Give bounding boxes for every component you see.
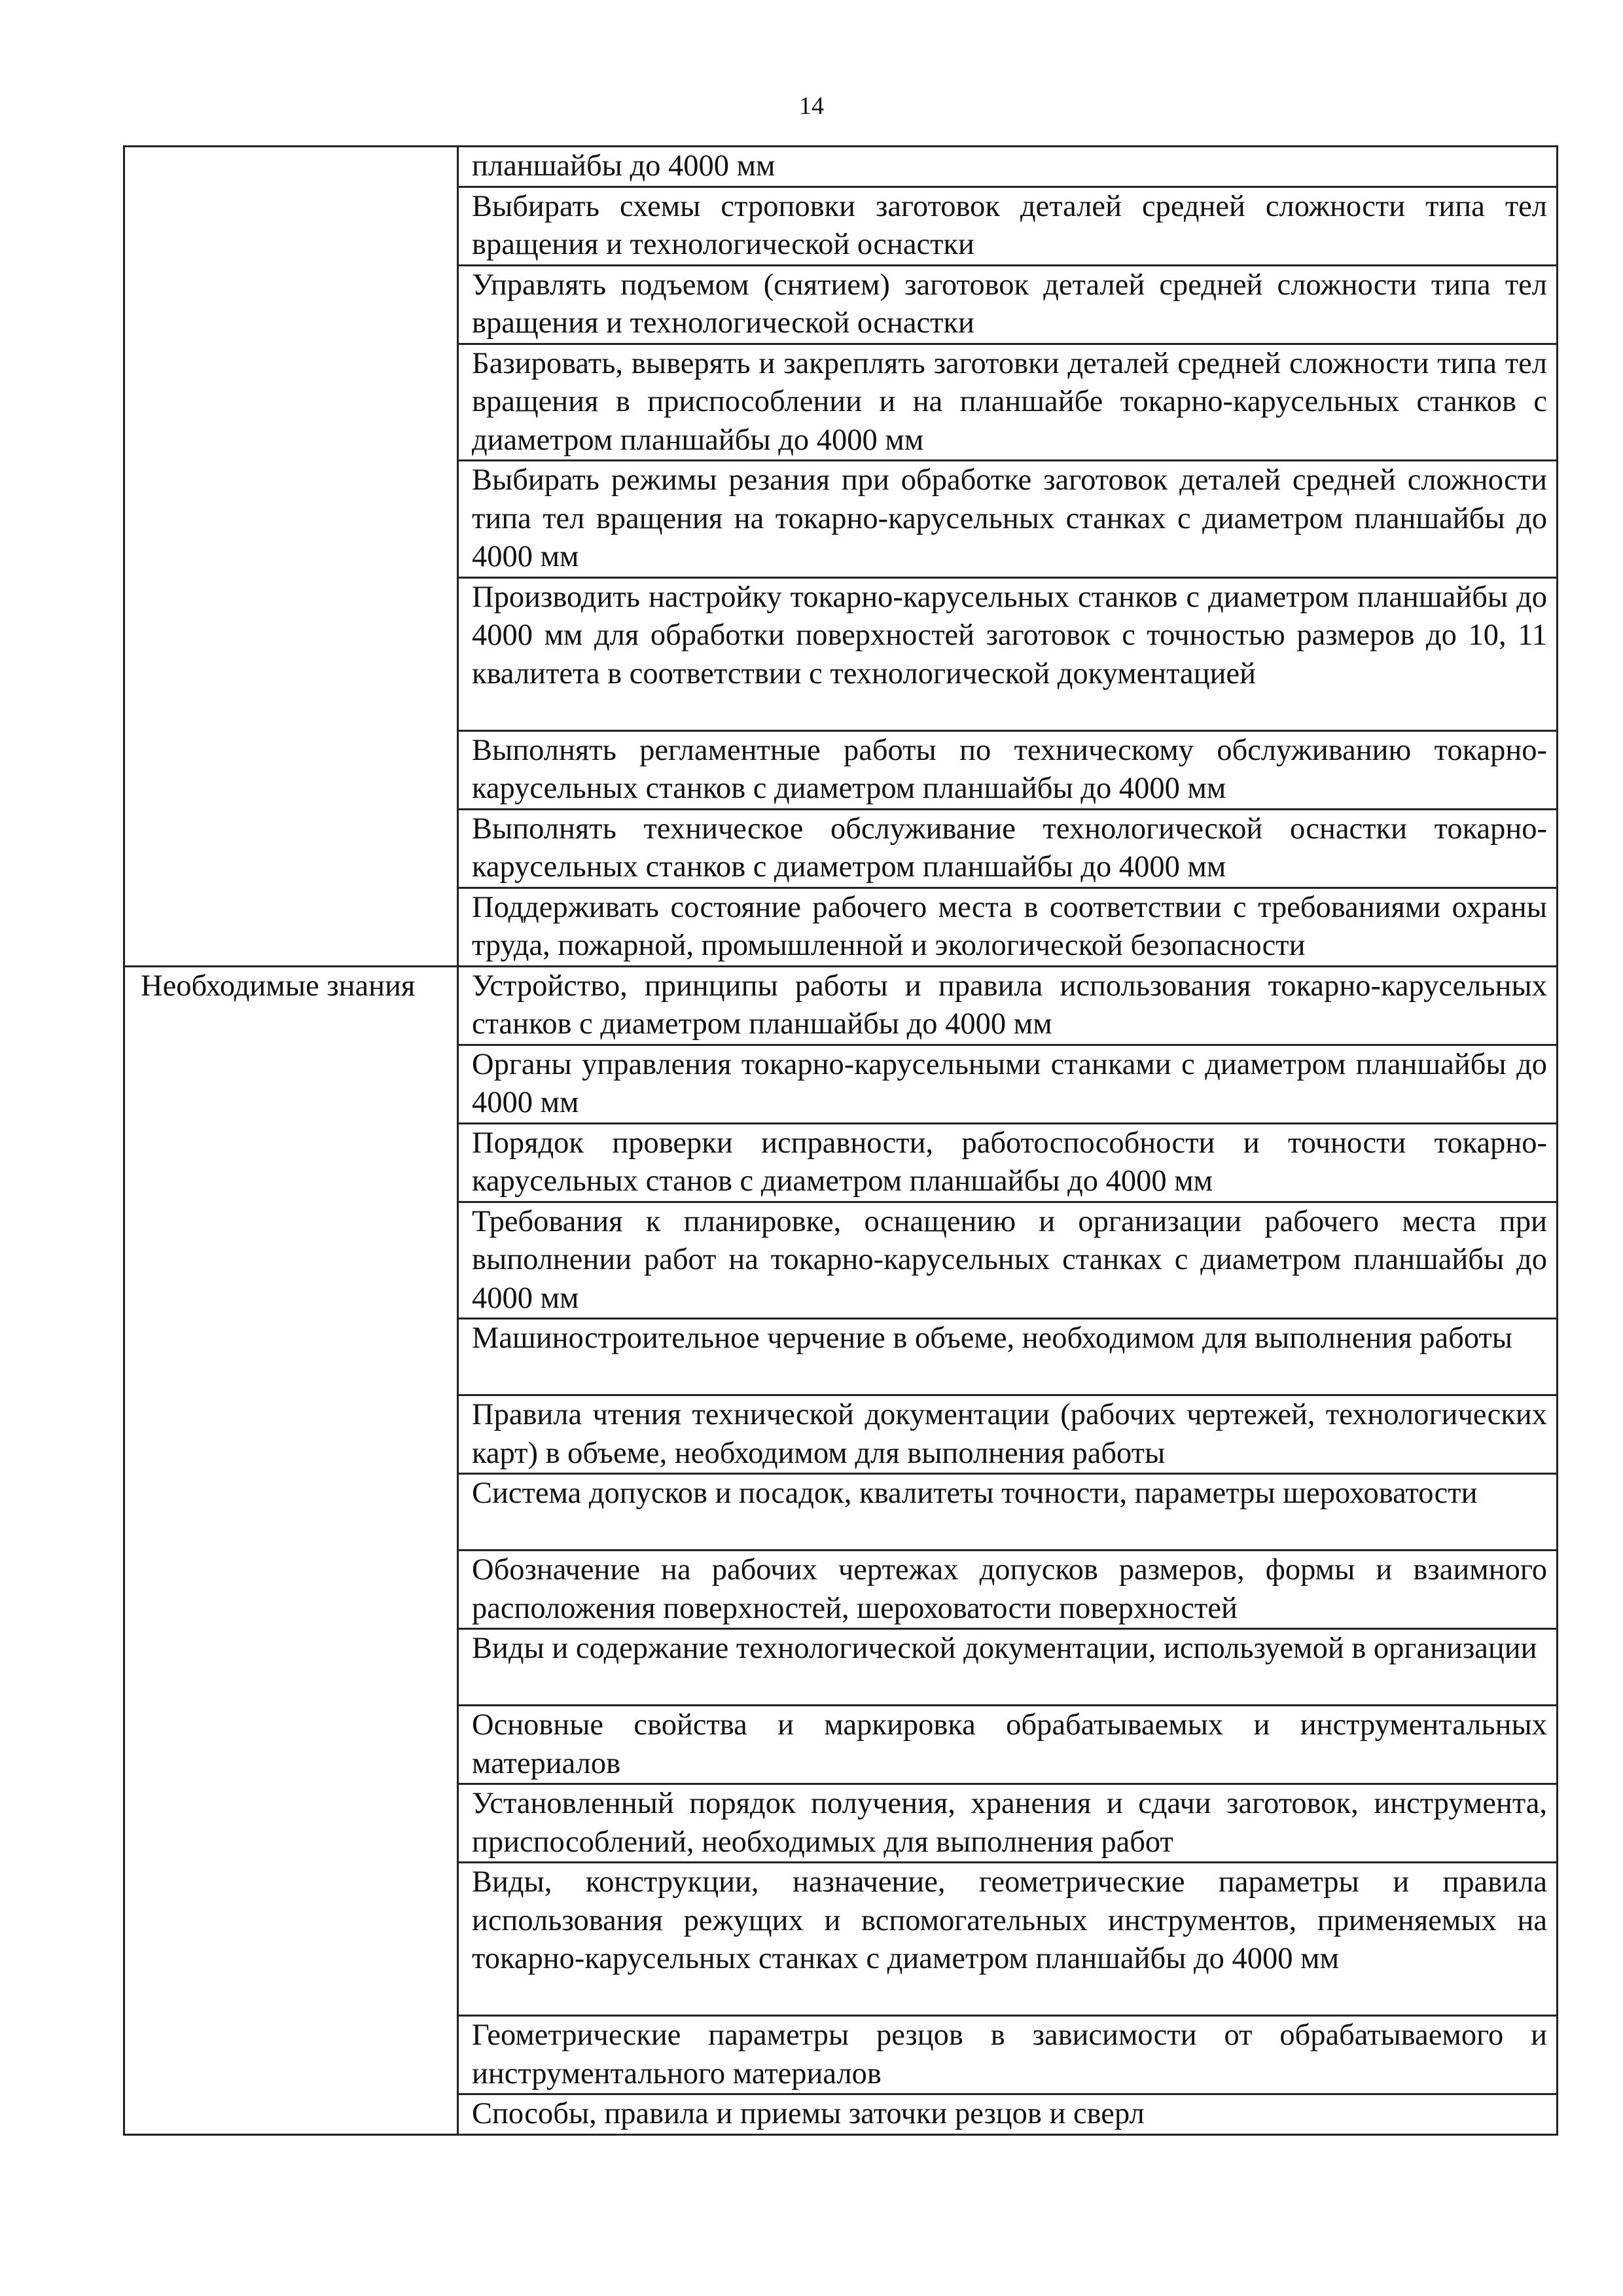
table-cell bbox=[458, 1474, 1558, 1551]
requirements-table bbox=[123, 145, 1558, 2136]
list-item: Установленный порядок получения, хранения и сдачи заготовок, инструмента, приспособлений, необходимых для выполнения работ bbox=[472, 1787, 1547, 1859]
list-item: Способы, правила и приемы заточки резцов и сверл bbox=[472, 2097, 1145, 2130]
table-cell bbox=[458, 1045, 1558, 1123]
table-cell bbox=[458, 888, 1558, 966]
list-item: Порядок проверки исправности, работоспособности и точности токарно-карусельных станов с диаметром планшайбы до 4000 мм bbox=[472, 1126, 1547, 1198]
list-item: Виды и содержание технологической документации, используемой в организации bbox=[472, 1632, 1537, 1665]
section-label-cell bbox=[124, 966, 458, 2134]
table-cell bbox=[458, 809, 1558, 888]
list-item: Базировать, выверять и закреплять заготовки деталей средней сложности типа тел вращения в приспособлении и на планшайбе токарно-карусельных станков с диаметром планшайбы до 4000 мм bbox=[472, 346, 1547, 457]
table-cell bbox=[458, 265, 1558, 344]
list-item: Виды, конструкции, назначение, геометрические параметры и правила использования режущих и вспомогательных инструментов, применяемых на токарно-карусельных станках с диаметром планшайбы до 4000 мм bbox=[472, 1865, 1547, 1975]
section-label: Необходимые знания bbox=[141, 969, 416, 1003]
table-cell bbox=[458, 966, 1558, 1045]
table-cell bbox=[458, 2094, 1558, 2135]
list-item: Выбирать режимы резания при обработке заготовок деталей средней сложности типа тел вращения на токарно-карусельных станках с диаметром планшайбы до 4000 мм bbox=[472, 463, 1547, 573]
table-cell bbox=[458, 187, 1558, 265]
list-item: Устройство, принципы работы и правила использования токарно-карусельных станков с диаметром планшайбы до 4000 мм bbox=[472, 969, 1547, 1041]
table-cell bbox=[458, 1551, 1558, 1629]
table-cell bbox=[458, 577, 1558, 730]
page-number: 14 bbox=[799, 92, 824, 120]
table-cell bbox=[458, 1395, 1558, 1474]
table-cell bbox=[458, 1202, 1558, 1319]
list-item: Управлять подъемом (снятием) заготовок деталей средней сложности типа тел вращения и технологической оснастки bbox=[472, 268, 1547, 340]
section-label-cell bbox=[124, 147, 458, 967]
table-cell bbox=[458, 1863, 1558, 2016]
list-item: Поддерживать состояние рабочего места в соответствии с требованиями охраны труда, пожарной, промышленной и экологической безопасности bbox=[472, 890, 1547, 962]
table-cell bbox=[458, 730, 1558, 809]
table-cell bbox=[458, 461, 1558, 578]
table-cell bbox=[458, 1706, 1558, 1784]
list-item: Производить настройку токарно-карусельных станков с диаметром планшайбы до 4000 мм для обработки поверхностей заготовок с точностью размеров до 10, 11 квалитета в соответствии с технологической документацией bbox=[472, 580, 1547, 691]
table-cell bbox=[458, 1319, 1558, 1395]
table-row bbox=[124, 966, 1558, 1045]
list-item: Органы управления токарно-карусельными станками с диаметром планшайбы до 4000 мм bbox=[472, 1047, 1547, 1119]
table-cell bbox=[458, 344, 1558, 461]
table-cell bbox=[458, 1123, 1558, 1202]
list-item: Машиностроительное черчение в объеме, необходимом для выполнения работы bbox=[472, 1321, 1513, 1355]
list-item: Правила чтения технической документации (рабочих чертежей, технологических карт) в объеме, необходимом для выполнения работы bbox=[472, 1398, 1547, 1470]
list-item: Выбирать схемы строповки заготовок деталей средней сложности типа тел вращения и технологической оснастки bbox=[472, 189, 1547, 261]
list-item: Основные свойства и маркировка обрабатываемых и инструментальных материалов bbox=[472, 1708, 1547, 1780]
table-cell bbox=[458, 2016, 1558, 2094]
list-item: Система допусков и посадок, квалитеты точности, параметры шероховатости bbox=[472, 1477, 1478, 1510]
table-row bbox=[124, 147, 1558, 187]
table-cell bbox=[458, 1784, 1558, 1863]
list-item: Обозначение на рабочих чертежах допусков размеров, формы и взаимного расположения поверхностей, шероховатости поверхностей bbox=[472, 1553, 1547, 1625]
list-item: Требования к планировке, оснащению и организации рабочего места при выполнении работ на токарно-карусельных станках с диаметром планшайбы до 4000 мм bbox=[472, 1204, 1547, 1315]
list-item: Геометрические параметры резцов в зависимости от обрабатываемого и инструментального материалов bbox=[472, 2018, 1547, 2090]
table-cell bbox=[458, 1629, 1558, 1706]
list-item: Выполнять регламентные работы по техническому обслуживанию токарно-карусельных станков с диаметром планшайбы до 4000 мм bbox=[472, 733, 1547, 805]
list-item: планшайбы до 4000 мм bbox=[472, 149, 776, 183]
table-cell bbox=[458, 147, 1558, 187]
list-item: Выполнять техническое обслуживание технологической оснастки токарно-карусельных станков с диаметром планшайбы до 4000 мм bbox=[472, 812, 1547, 884]
